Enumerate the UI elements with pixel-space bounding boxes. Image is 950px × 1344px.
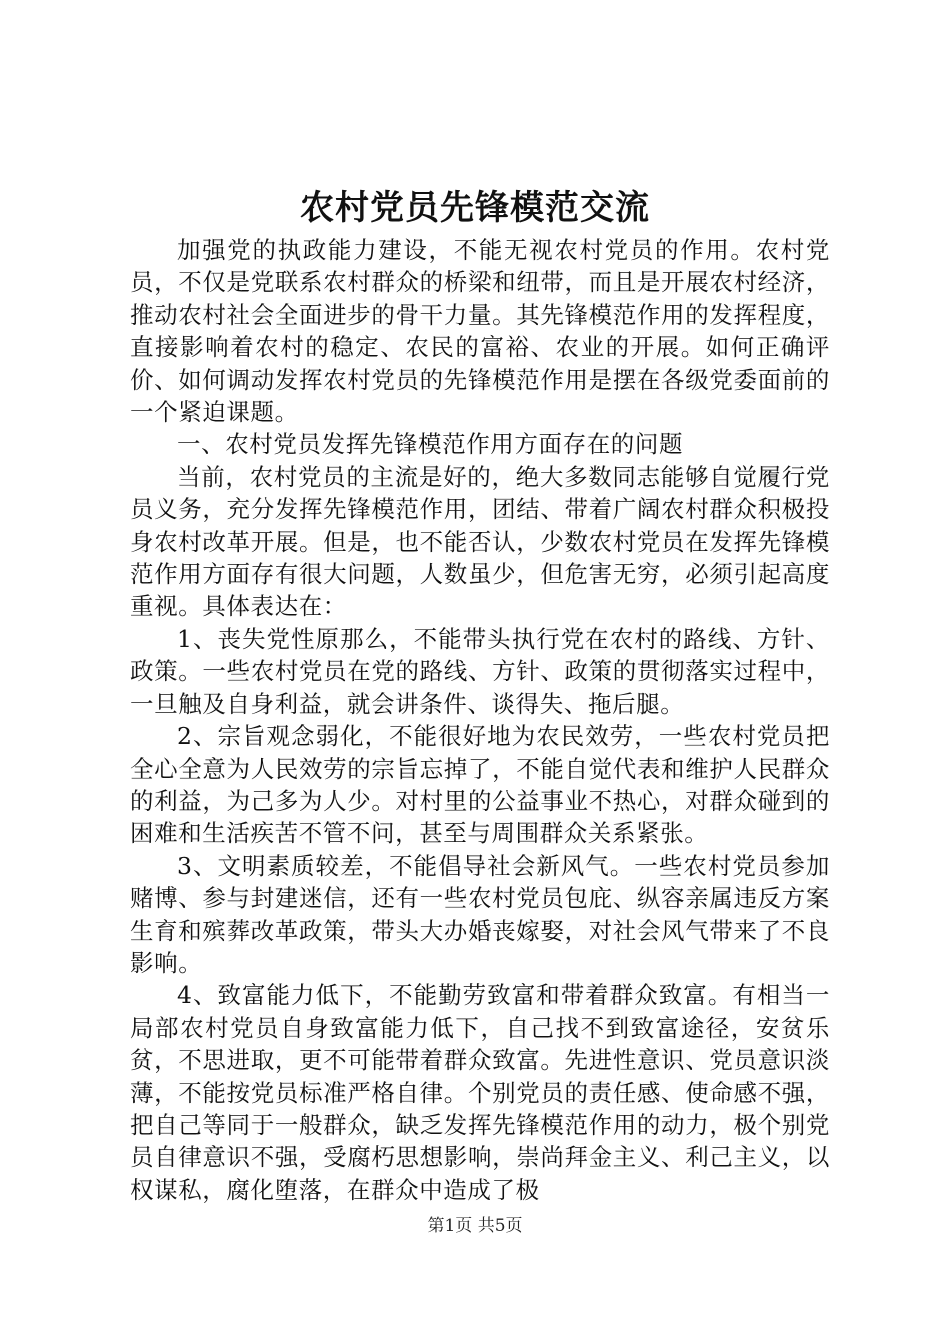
paragraph-item-1: 1、丧失党性原那么，不能带头执行党在农村的路线、方针、政策。一些农村党员在党的路线、方针、政策的贯彻落实过程中，一旦触及自身利益，就会讲条件、谈得失、拖后腿。 [130,624,830,718]
paragraph-item-4: 4、致富能力低下，不能勤劳致富和带着群众致富。有相当一局部农村党员自身致富能力低下，自己找不到致富途径，安贫乐贫，不思进取，更不可能带着群众致富。先进性意识、党员意识淡薄，不能按党员标准严格自律。个别党员的责任感、使命感不强，把自己等同于一般群众，缺乏发挥先锋模范作用的动力，极个别党员自律意识不强，受腐朽思想影响，崇尚拜金主义、利己主义，以权谋私，腐化堕落，在群众中造成了极 [130,981,830,1204]
page-title: 农村党员先锋模范交流 [300,188,650,228]
paragraph-item-3: 3、文明素质较差，不能倡导社会新风气。一些农村党员参加赌博、参与封建迷信，还有一些农村党员包庇、纵容亲属违反方案生育和殡葬改革政策，带头大办婚丧嫁娶，对社会风气带来了不良影响。 [130,851,830,977]
paragraph-intro: 加强党的执政能力建设，不能无视农村党员的作用。农村党员，不仅是党联系农村群众的桥梁和纽带，而且是开展农村经济，推动农村社会全面进步的骨干力量。其先锋模范作用的发挥程度，直接影响着农村的稳定、农民的富裕、农业的开展。如何正确评价、如何调动发挥农村党员的先锋模范作用是摆在各级党委面前的一个紧迫课题。 [130,236,830,427]
paragraph-current-situation: 当前，农村党员的主流是好的，绝大多数同志能够自觉履行党员义务，充分发挥先锋模范作用，团结、带着广阔农村群众积极投身农村改革开展。但是，也不能否认，少数农村党员在发挥先锋模范作用方面存有很大问题，人数虽少，但危害无穷，必须引起高度重视。具体表达在： [130,462,830,621]
section-heading-problems: 一、农村党员发挥先锋模范作用方面存在的问题 [177,430,684,459]
page-number-footer: 第1页 共5页 [427,1216,523,1236]
document-body [130,234,830,1206]
paragraph-item-2: 2、宗旨观念弱化，不能很好地为农民效劳，一些农村党员把全心全意为人民效劳的宗旨忘掉了，不能自觉代表和维护人民群众的利益，为己多为人少。对村里的公益事业不热心，对群众碰到的困难和生活疾苦不管不问，甚至与周围群众关系紧张。 [130,722,830,848]
